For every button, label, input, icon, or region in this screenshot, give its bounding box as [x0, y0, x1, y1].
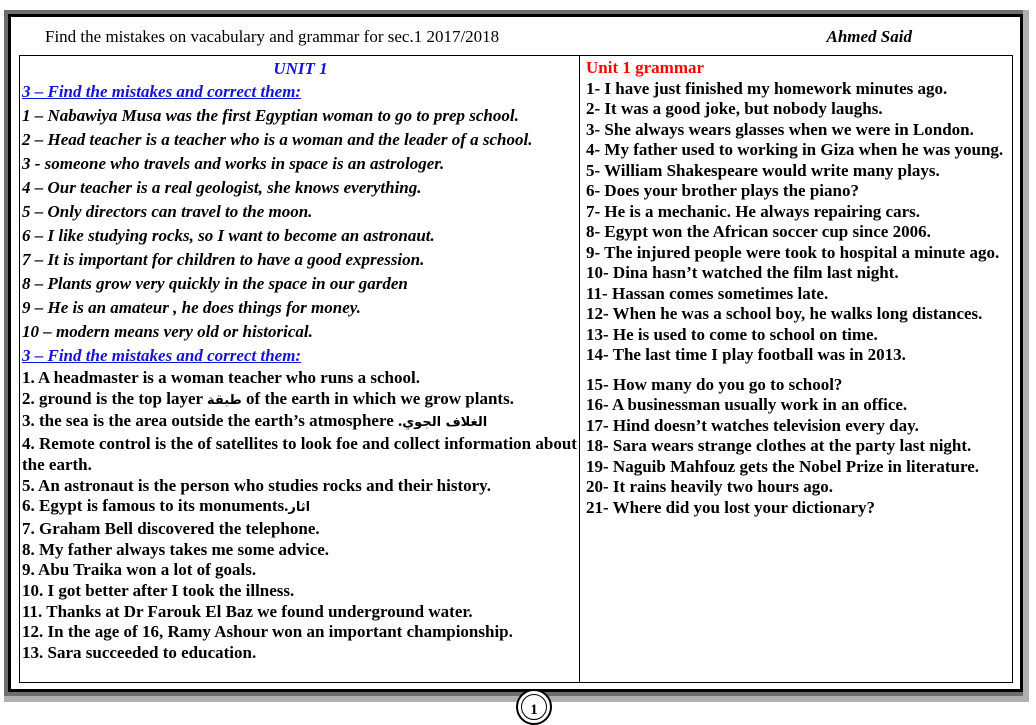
vocab-item — [22, 476, 579, 497]
vocabulary-list-italic — [22, 104, 579, 344]
vocab-item: 6 – I like studying rocks, so I want to become an astronaut. — [22, 226, 435, 245]
vocab-item — [22, 540, 579, 561]
vocab-item — [22, 643, 579, 664]
vocab-item-text: 6. Egypt is famous to its monuments. — [22, 496, 289, 516]
vocab-item: 1 – Nabawiya Musa was the first Egyptian woman to go to prep school. — [22, 106, 519, 125]
grammar-item: 4- My father used to working in Giza when he was young. — [586, 140, 1004, 159]
page-number-badge — [516, 689, 552, 725]
arabic-translation: اثار — [288, 500, 311, 516]
vocabulary-list-bold — [22, 368, 579, 664]
vocab-item: 2 – Head teacher is a teacher who is a woman and the leader of a school. — [22, 130, 533, 149]
grammar-item: 15- How many do you go to school? — [586, 374, 843, 394]
vocab-item-text-cont: of the earth in which we grow plants. — [241, 388, 514, 408]
grammar-list-part-2 — [586, 375, 1012, 519]
vocab-item-text: 2. ground is the top layer — [22, 388, 207, 408]
vocab-item-text: 10. I got better after I took the illness. — [22, 581, 295, 601]
vocab-item — [22, 389, 579, 412]
vocab-item — [22, 581, 579, 602]
vocab-item — [22, 368, 579, 389]
grammar-item: 19- Naguib Mahfouz gets the Nobel Prize in literature. — [586, 456, 979, 476]
grammar-item: 8- Egypt won the African soccer cup since 2006. — [586, 222, 931, 241]
vocab-item — [22, 411, 579, 434]
grammar-item: 11- Hassan comes sometimes late. — [586, 283, 829, 303]
section-heading-2: 3 – Find the mistakes and correct them: — [22, 346, 302, 365]
vocab-item-text: 5. An astronaut is the person who studies rocks and their history. — [22, 475, 491, 495]
vocab-item-text: 4. Remote control is the of satellites to look foe and collect information about the earth. — [22, 434, 577, 474]
grammar-item: 10- Dina hasn’t watched the film last night. — [586, 263, 899, 282]
document-title: Find the mistakes on vacabulary and grammar for sec.1 2017/2018 — [45, 27, 500, 46]
vocab-item-text: 3. the sea is the area outside the earth’s atmosphere . — [22, 411, 403, 431]
vocab-item: 5 – Only directors can travel to the moon. — [22, 202, 313, 221]
grammar-item: 2- It was a good joke, but nobody laughs. — [586, 99, 883, 118]
vocab-item-text: 8. My father always takes me some advice. — [22, 539, 330, 559]
vocab-item — [22, 434, 579, 475]
vocab-item — [22, 519, 579, 540]
author-name: Ahmed Said — [826, 27, 912, 46]
vocab-item — [22, 560, 579, 581]
grammar-item: 9- The injured people were took to hospital a minute ago. — [586, 242, 1000, 262]
page-frame — [8, 14, 1023, 692]
grammar-item: 14- The last time I play football was in 2013. — [586, 345, 906, 364]
grammar-item: 20- It rains heavily two hours ago. — [586, 477, 833, 496]
vocab-item-text: 9. Abu Traika won a lot of goals. — [22, 560, 257, 580]
vocab-item-text: 7. Graham Bell discovered the telephone. — [22, 518, 320, 538]
vocab-item — [22, 496, 579, 519]
vocab-item-text: 11. Thanks at Dr Farouk El Baz we found underground water. — [22, 601, 473, 621]
vocab-item-text: 13. Sara succeeded to education. — [22, 643, 257, 663]
grammar-item: 13- He is used to come to school on time. — [586, 324, 878, 344]
vocab-item: 10 – modern means very old or historical. — [22, 322, 313, 341]
grammar-item: 17- Hind doesn’t watches television every day. — [586, 415, 919, 435]
section-heading-1: 3 – Find the mistakes and correct them: — [22, 82, 302, 101]
grammar-column — [580, 56, 1012, 682]
grammar-item: 6- Does your brother plays the piano? — [586, 181, 859, 200]
grammar-item: 21- Where did you lost your dictionary? — [586, 497, 876, 517]
vocab-item-text: 12. In the age of 16, Ramy Ashour won an important championship. — [22, 622, 513, 642]
vocab-item: 4 – Our teacher is a real geologist, she knows everything. — [22, 178, 422, 197]
grammar-title: Unit 1 grammar — [586, 58, 705, 77]
vocab-item: 7 – It is important for children to have a good expression. — [22, 250, 425, 269]
vocab-item: 3 - someone who travels and works in space is an astrologer. — [22, 154, 445, 173]
unit-title: UNIT 1 — [273, 59, 328, 78]
arabic-translation: الغلاف الجوي — [402, 415, 488, 431]
page-frame-shadow-right — [1023, 10, 1029, 702]
grammar-item: 1- I have just finished my homework minutes ago. — [586, 78, 948, 98]
vocab-item-text: 1. A headmaster is a woman teacher who runs a school. — [22, 368, 420, 387]
grammar-gap — [586, 366, 1012, 375]
vocab-item: 9 – He is an amateur , he does things for money. — [22, 298, 361, 317]
page-number: 1 — [521, 694, 547, 720]
grammar-item: 5- William Shakespeare would write many plays. — [586, 160, 940, 180]
page-header — [11, 17, 1020, 57]
vocab-item — [22, 622, 579, 643]
grammar-item: 18- Sara wears strange clothes at the party last night. — [586, 436, 972, 455]
grammar-item: 3- She always wears glasses when we were in London. — [586, 119, 974, 139]
grammar-item: 16- A businessman usually work in an office. — [586, 395, 908, 414]
grammar-item: 12- When he was a school boy, he walks long distances. — [586, 304, 983, 323]
arabic-translation: طبقة — [206, 392, 242, 408]
content-table — [19, 55, 1013, 683]
vocabulary-column — [20, 56, 580, 682]
grammar-item: 7- He is a mechanic. He always repairing cars. — [586, 201, 920, 221]
vocab-item: 8 – Plants grow very quickly in the space in our garden — [22, 274, 408, 293]
grammar-list-part-1 — [586, 79, 1012, 366]
vocab-item — [22, 602, 579, 623]
